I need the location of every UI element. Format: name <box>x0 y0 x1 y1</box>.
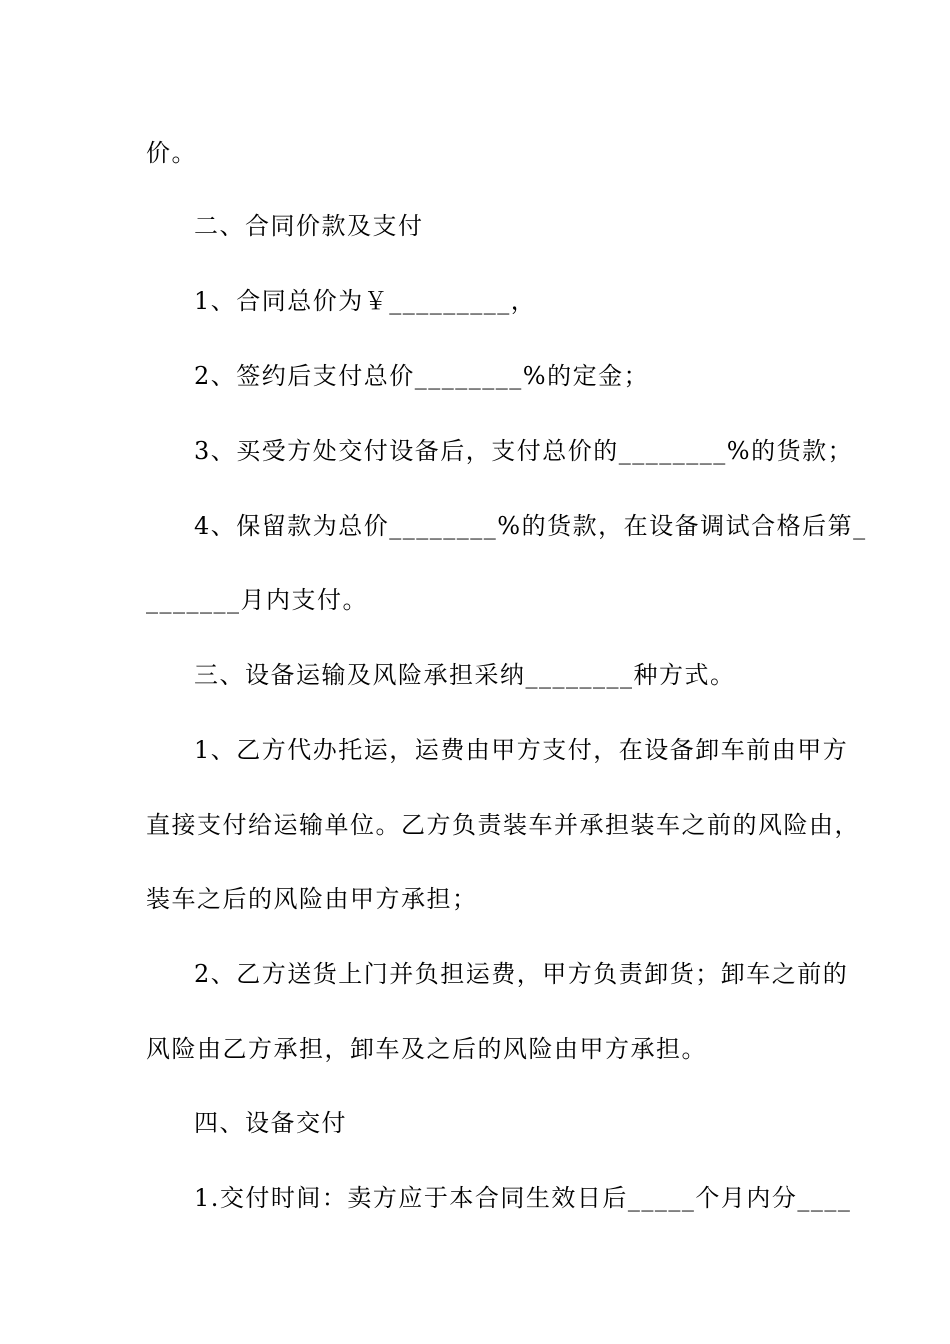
clause-transport-option-1-line-3: 装车之后的风险由甲方承担； <box>146 885 478 913</box>
clause-total-price: 1、合同总价为￥_________， <box>194 287 537 315</box>
clause-deposit: 2、签约后支付总价________%的定金； <box>194 362 650 390</box>
clause-transport-option-2-line-2: 风险由乙方承担，卸车及之后的风险由甲方承担。 <box>146 1035 707 1063</box>
clause-retention-continued: _______月内支付。 <box>146 586 368 614</box>
clause-transport-option-1-line-2: 直接支付给运输单位。乙方负责装车并承担装车之前的风险由， <box>146 811 860 839</box>
section-heading-contract-price: 二、合同价款及支付 <box>194 212 424 240</box>
section-heading-transport: 三、设备运输及风险承担采纳________种方式。 <box>194 661 736 689</box>
text-line-1: 价。 <box>146 139 197 167</box>
clause-delivery-time: 1.交付时间：卖方应于本合同生效日后_____个月内分____ <box>194 1184 852 1212</box>
clause-delivery-payment: 3、买受方处交付设备后，支付总价的________%的货款； <box>194 437 854 465</box>
clause-retention: 4、保留款为总价________%的货款，在设备调试合格后第_ <box>194 512 867 540</box>
clause-transport-option-1: 1、乙方代办托运，运费由甲方支付，在设备卸车前由甲方 <box>194 736 849 764</box>
section-heading-delivery: 四、设备交付 <box>194 1109 347 1137</box>
clause-transport-option-2: 2、乙方送货上门并负担运费，甲方负责卸货；卸车之前的 <box>194 960 849 988</box>
